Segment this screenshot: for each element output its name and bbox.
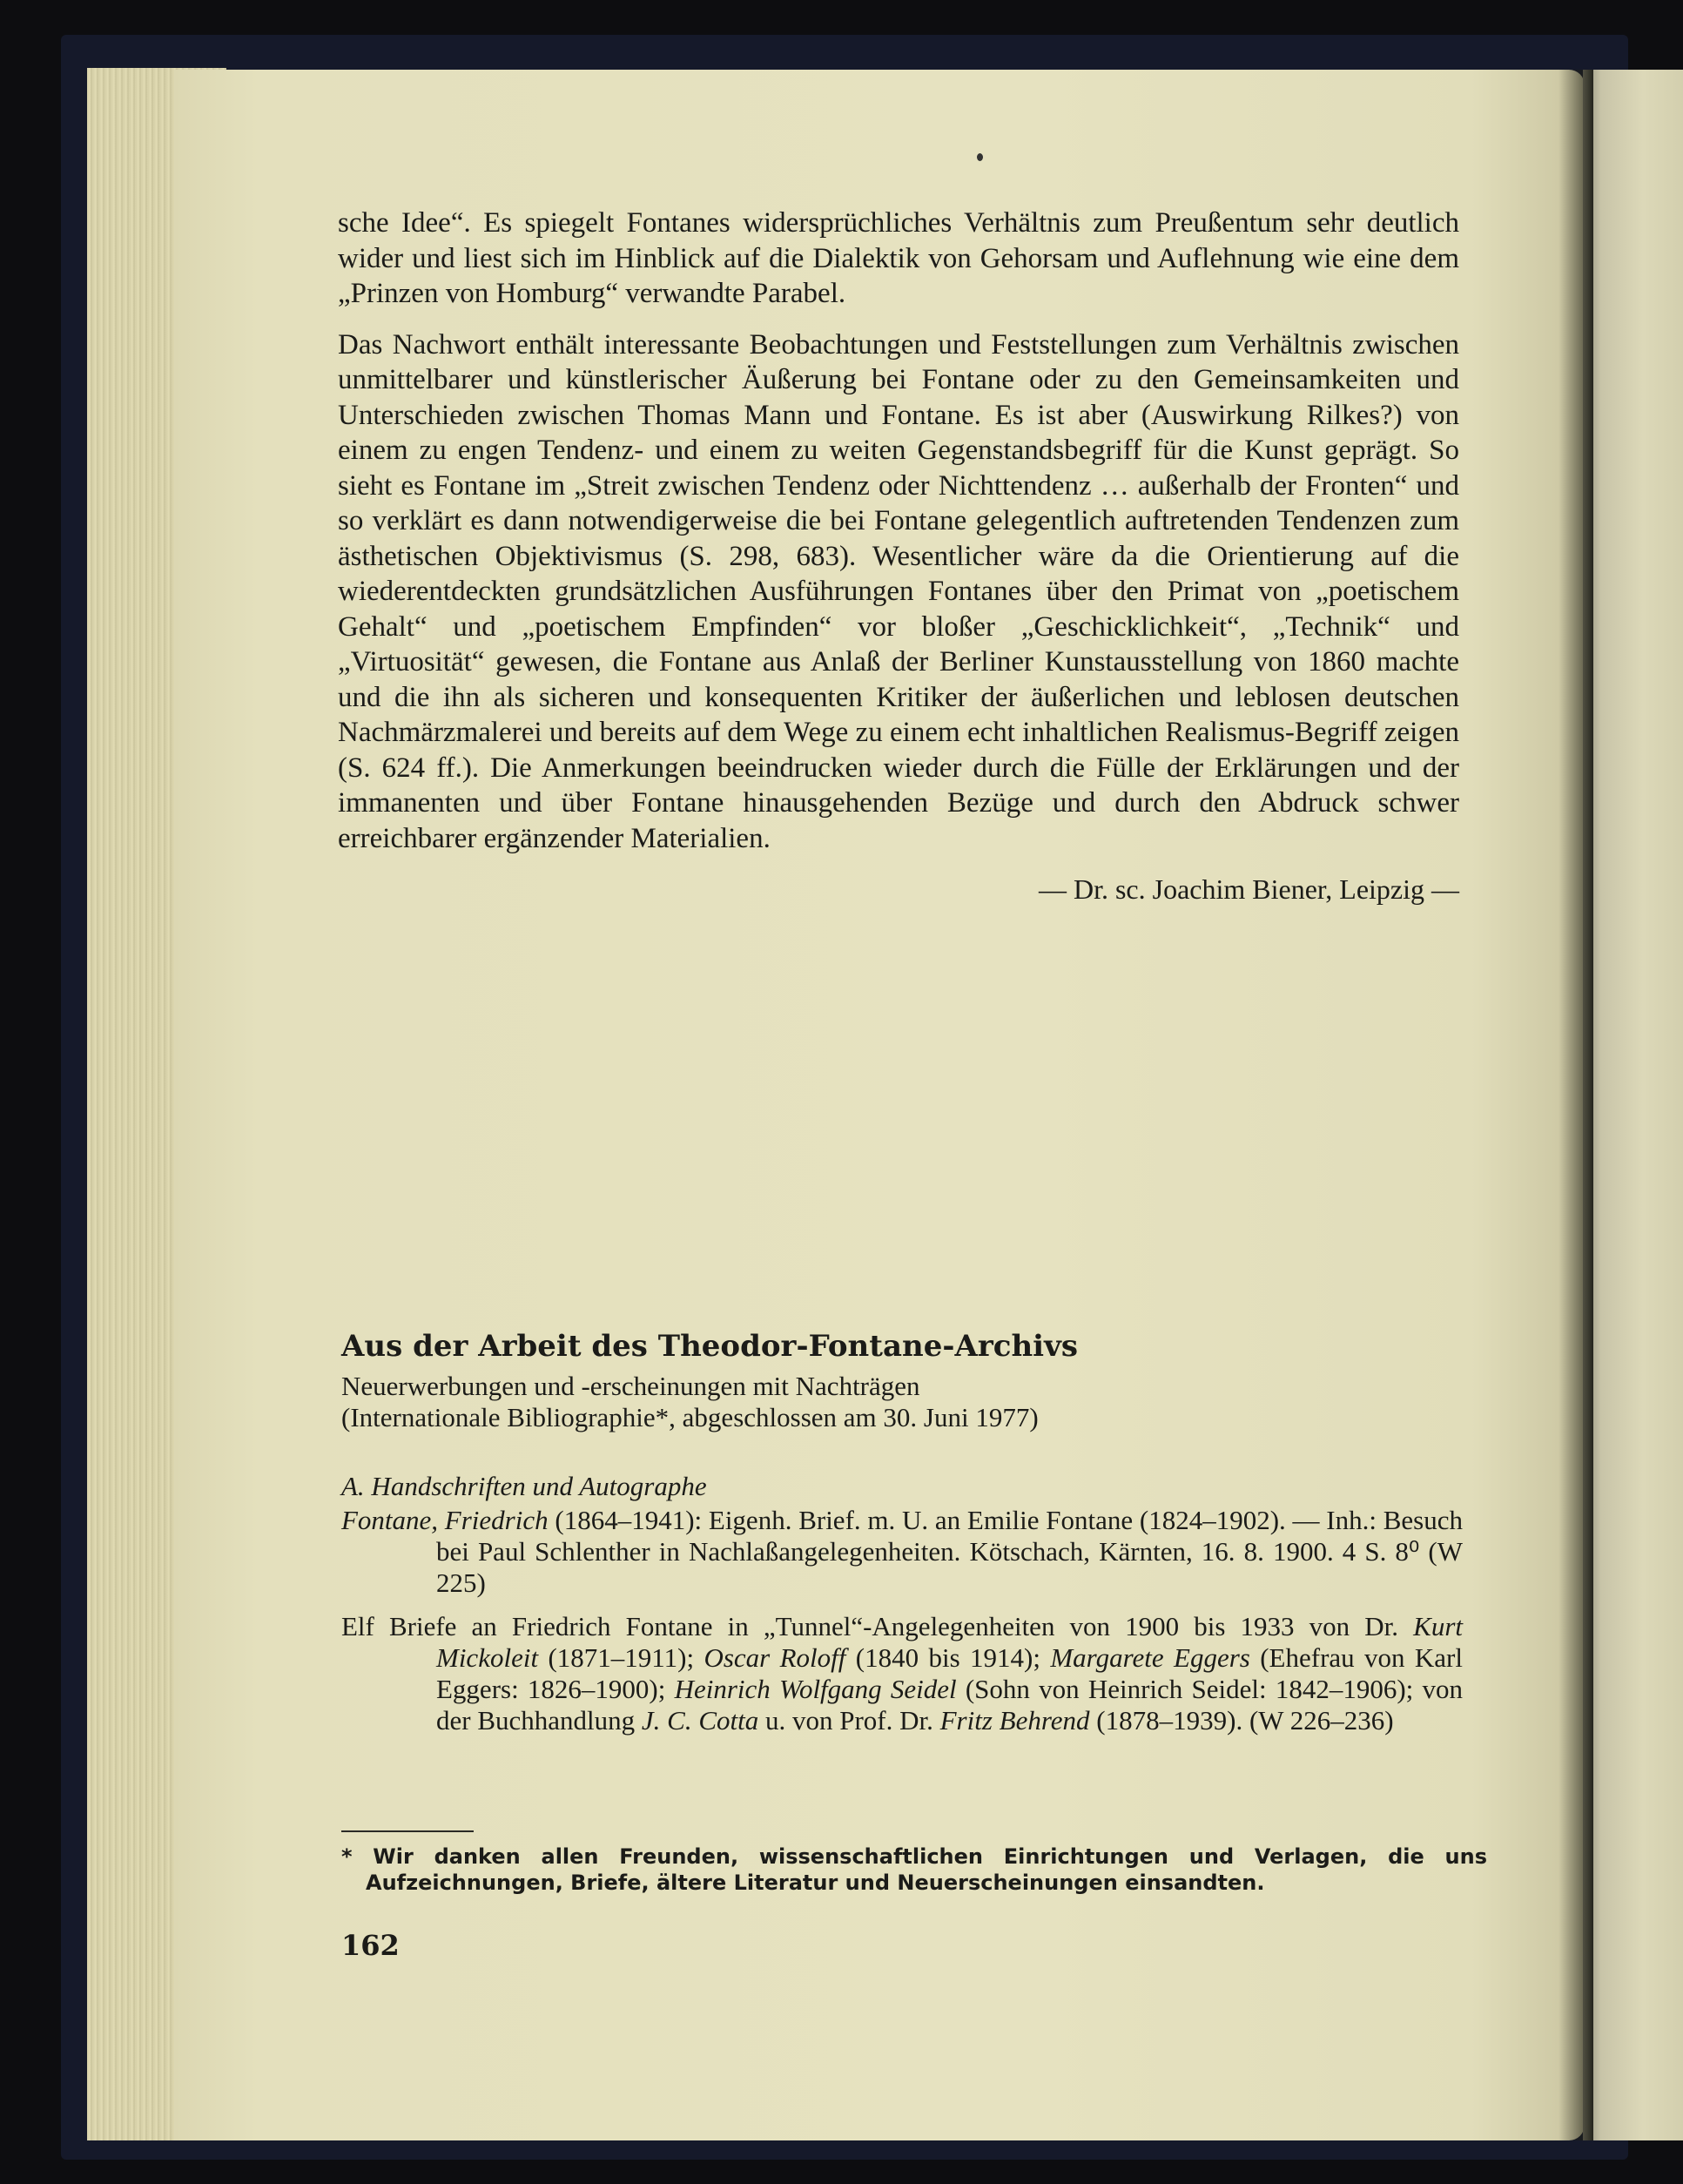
entry-2-name-6: Fritz Behrend bbox=[939, 1705, 1090, 1736]
paragraph-2: Das Nachwort enthält interessante Beobachtungen und Feststellungen zum Verhältnis zwischen unmittelbarer und künstlerischer Äußerung bei Fontane oder zu den Gemeinsamkeiten und Unterschieden zwischen Thomas Mann und Fontane. Es ist aber (Auswirkung Rilkes?) von einem zu engen Tendenz- und einem zu weiten Gegenstandsbegriff für die Kunst geprägt. So sieht es Fontane im „Streit zwischen Tendenz oder Nichttendenz … außerhalb der Fronten“ und so verklärt es dann notwendigerweise die bei Fontane gelegentlich auftretenden Tendenzen zum ästhetischen Objektivismus (S. 298, 683). Wesentlicher wäre da die Orientierung auf die wiederentdeckten grundsätzlichen Ausführungen Fontanes über den Primat von „poetischem Gehalt“ und „poetischem Empfinden“ vor bloßer „Geschicklichkeit“, „Technik“ und „Virtuosität“ gewesen, die Fontane aus Anlaß der Berliner Kunstausstellung von 1860 machte und die ihn als sicheren und konsequenten Kritiker der äußerlichen und leblosen deutschen Nachmärzmalerei und bereits auf dem Wege zu einem echt inhaltlichen Realismus-Begriff zeigen (S. 624 ff.). Die Anmerkungen beeindrucken wieder durch die Fülle der Erklärungen und der immanenten und über Fontane hinausgehenden Bezüge und durch den Abdruck schwer erreichbarer ergänzender Materialien. bbox=[338, 328, 1459, 854]
subheading-manuscripts: A. Handschriften und Autographe bbox=[341, 1471, 707, 1501]
entry-2-text-4: (Ehefrau von Karl Eggers: 1826–1900); bbox=[436, 1642, 1463, 1704]
print-speck bbox=[977, 153, 983, 161]
archive-section bbox=[341, 1327, 1463, 1749]
review-signature: — Dr. sc. Joachim Biener, Leipzig — bbox=[1038, 873, 1459, 905]
facing-page-edge bbox=[1583, 70, 1683, 2140]
entry-2-text-3: (1840 bis 1914); bbox=[845, 1642, 1051, 1673]
entry-2-name-1: Kurt Mickoleit bbox=[436, 1611, 1463, 1673]
entry-2-name-3: Margarete Eggers bbox=[1050, 1642, 1250, 1673]
entry-2-text-7: (1878–1939). (W 226–236) bbox=[1089, 1705, 1394, 1736]
entry-2-name-5: J. C. Cotta bbox=[641, 1705, 759, 1736]
entry-2-text-5: (Sohn von Heinrich Seidel: 1842–1906); von der Buchhandlung bbox=[436, 1674, 1463, 1736]
section-subtitle-line-1: Neuerwerbungen und -erscheinungen mit Nachträgen bbox=[341, 1371, 920, 1401]
entry-1-author: Fontane, Friedrich bbox=[341, 1505, 549, 1535]
section-subtitle-line-2: (Internationale Bibliographie*, abgeschlossen am 30. Juni 1977) bbox=[341, 1402, 1039, 1432]
section-title: Aus der Arbeit des Theodor-Fontane-Archivs bbox=[341, 1329, 1078, 1364]
footnote: * Wir danken allen Freunden, wissenschaftlichen Einrichtungen und Verlagen, die uns Aufzeichnungen, Briefe, ältere Literatur und Neuerscheinungen einsandten. bbox=[341, 1844, 1487, 1895]
entry-1-text: (1864–1941): Eigenh. Brief. m. U. an Emilie Fontane (1824–1902). — Inh.: Besuch bei Paul Schlenther in Nachlaßangelegenheiten. Kötschach, Kärnten, 16. 8. 1900. 4 S. 8⁰ (W 225) bbox=[436, 1505, 1464, 1598]
review-text bbox=[338, 206, 1459, 907]
footnote-rule bbox=[341, 1830, 474, 1832]
bibliography-entry-1 bbox=[341, 1505, 1463, 1599]
paragraph-1: sche Idee“. Es spiegelt Fontanes widersprüchliches Verhältnis zum Preußentum sehr deutlich wider und liest sich im Hinblick auf die Dialektik von Gehorsam und Auflehnung wie eine dem „Prinzen von Homburg“ verwandte Parabel. bbox=[338, 207, 1459, 309]
page-number: 162 bbox=[341, 1929, 400, 1962]
entry-2-text-2: (1871–1911); bbox=[538, 1642, 704, 1673]
entry-2-name-2: Oscar Roloff bbox=[703, 1642, 846, 1673]
bibliography-entry-2 bbox=[341, 1611, 1463, 1736]
entry-2-name-4: Heinrich Wolfgang Seidel bbox=[674, 1674, 957, 1704]
gutter-shadow bbox=[1558, 70, 1593, 2140]
entry-2-text-1: Elf Briefe an Friedrich Fontane in „Tunnel“-Angelegenheiten von 1900 bis 1933 von Dr. bbox=[341, 1611, 1414, 1641]
entry-2-text-6: u. von Prof. Dr. bbox=[758, 1705, 940, 1736]
